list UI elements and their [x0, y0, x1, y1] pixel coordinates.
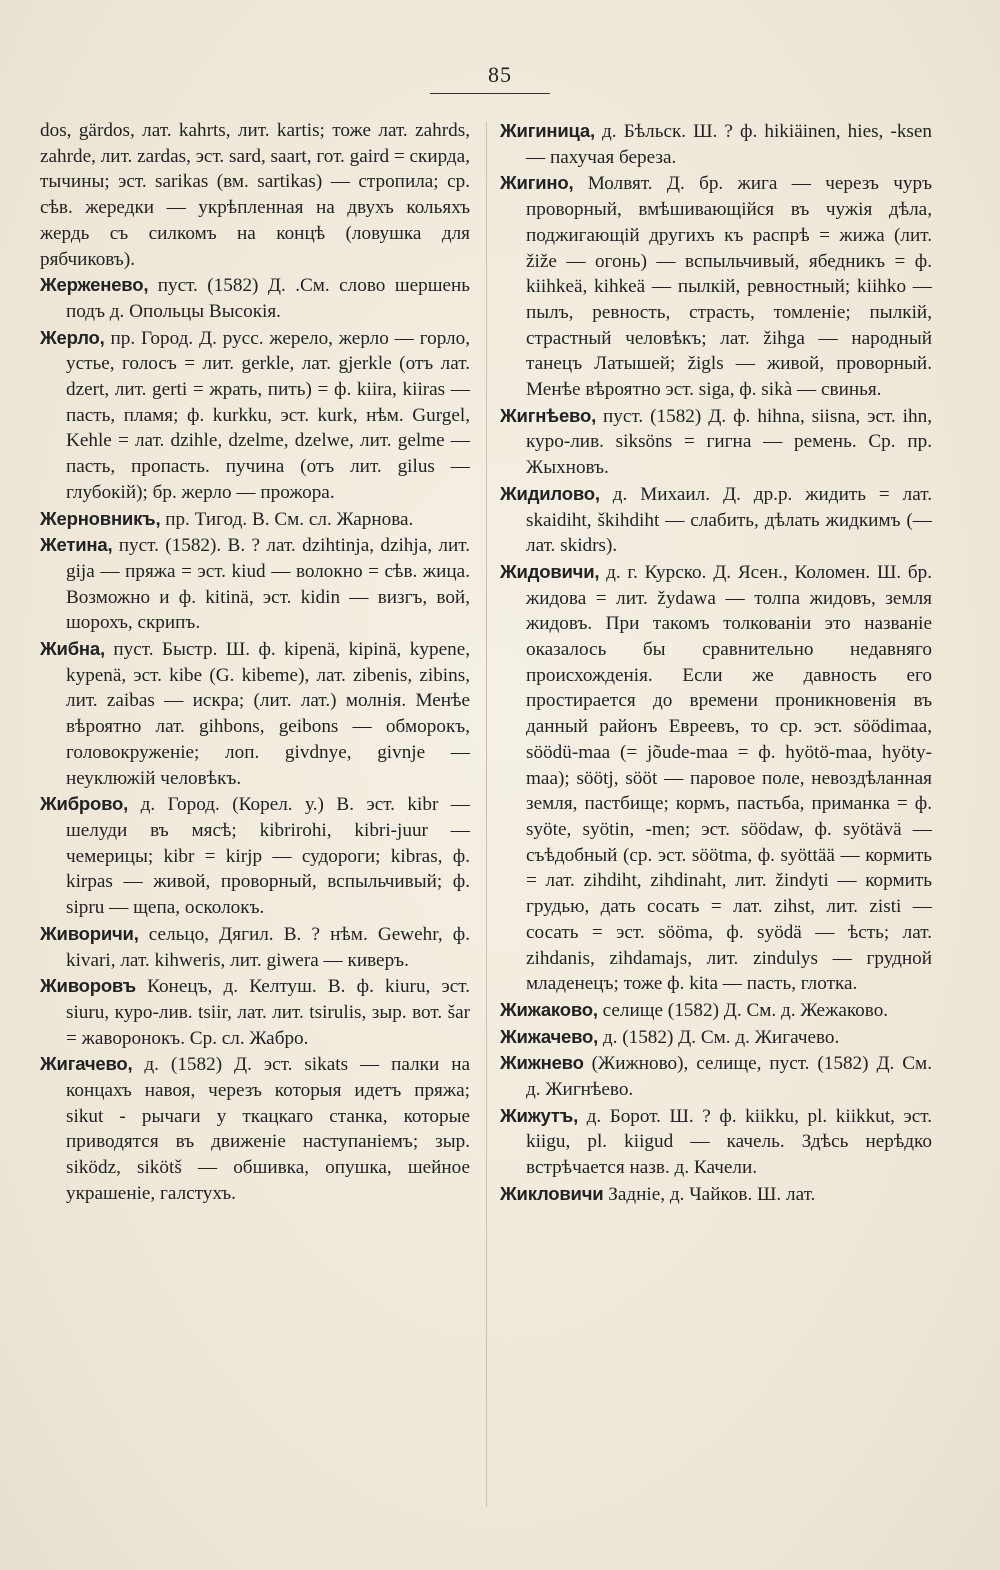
- page-number-rule: [430, 93, 550, 94]
- entry-text: д. Борот. Ш. ? ф. kiikku, pl. kiikkut, эст. kiigu, pl. kiigud — качель. Здѣсь нерѣдко встрѣчается назв. д. Качели.: [526, 1105, 933, 1179]
- entry-headword: Жигнѣево,: [500, 404, 597, 426]
- dictionary-entry: [40, 325, 470, 506]
- entry-text: dos, gärdos, лат. kahrts, лит. kartis; тоже лат. zahrds, zahrde, лит. zardas, эст. sard, saart, гот. gaird = скирда, тычины; эст. sarikas (вм. sartikas) — стропила; ср. сѣв. жередки — укрѣпленная на двухъ кольяхъ жердь съ силкомъ на концѣ (ловушка для рябчиковъ).: [40, 120, 470, 270]
- entry-headword: Жижаково,: [500, 998, 598, 1020]
- entry-text: пуст. (1582). В. ? лат. dzihtinja, dzihja, лит. gija — пряжа = эст. kiud — волокно = сѣв. жица. Возможно и ф. kitinä, эст. kidin — визгъ, вой, шорохъ, скрипъ.: [66, 535, 470, 634]
- entry-text: д. (1582) Д. См. д. Жигачево.: [602, 1026, 840, 1048]
- entry-text: пр. Тигод. В. См. сл. Жарнова.: [165, 508, 414, 530]
- entry-text: пр. Город. Д. русс. жерело, жерло — горло, устье, голосъ = лит. gerkle, лат. gjerkle (отъ лат. dzert, лит. gerti = жрать, пить) = ф. kiira, kiiras — пасть, пламя; ф. kurkku, эст. kurk, нѣм. Gurgel, Kehle = лат. dzihle, dzelme, dzelwe, лит. gelme — пасть, пропасть. пучина (отъ лит. gilus — глубокій); бр. жерло — прожора.: [66, 327, 471, 503]
- entry-text: сельцо, Дягил. В. ? нѣм. Gewehr, ф. kivari, лат. kihweris, лит. giwera — киверъ.: [66, 923, 470, 971]
- entry-text: Задніе, д. Чайков. Ш. лат.: [608, 1183, 816, 1205]
- entry-text: (Жижново), селище, пуст. (1582) Д. См. д. Жигнѣево.: [526, 1053, 932, 1101]
- entry-headword: Жерженево,: [40, 274, 149, 296]
- entry-text: д. Михаил. Д. др.р. жидить = лат. skaidiht, škihdiht — слабить, дѣлать жидкимъ (— лат. skidrs).: [526, 483, 932, 557]
- entry-text: д. Город. (Корел. у.) В. эст. kibr — шелуди въ мясѣ; kibrirohi, kibri-juur — чемерицы; kibr = kirjp — судороги; kibras, ф. kirpas — живой, проворный, вспыльчивый; ф. sipru — щепа, осколокъ.: [66, 794, 470, 919]
- dictionary-entry: [500, 170, 932, 402]
- dictionary-entry: [500, 997, 932, 1024]
- dictionary-entry: [500, 481, 932, 559]
- entry-headword: Жерло,: [40, 326, 105, 348]
- entry-headword: Жижутъ,: [500, 1104, 579, 1126]
- dictionary-entry: [40, 118, 470, 272]
- entry-headword: Жидовичи,: [500, 560, 600, 582]
- entry-text: Конецъ, д. Келтуш. В. ф. kiuru, эст. siuru, куро-лив. tsiir, лат. лит. tsirulis, зыр. вот. šar = жаворонокъ. Ср. сл. Жабро.: [66, 976, 471, 1049]
- entry-headword: Жикловичи: [500, 1182, 604, 1204]
- entry-headword: Жигино,: [500, 172, 574, 194]
- entry-text: д. Бѣльск. Ш. ? ф. hikiäinen, hies, -ksen — пахучая береза.: [526, 121, 932, 168]
- dictionary-entry: [500, 1103, 932, 1181]
- left-column: [40, 118, 470, 1207]
- dictionary-entry: [40, 506, 470, 533]
- entry-text: селище (1582) Д. См. д. Жежаково.: [602, 999, 889, 1021]
- entry-text: пуст. Быстр. Ш. ф. kipenä, kipinä, kypene, kypenä, эст. kibe (G. kibeme), лат. zibenis, zibins, лит. zaibas — искра; (лит. лат.) молнія. Менѣе вѣроятно лат. gihbons, geibons — обморокъ, головокруженіе; лоп. givdnye, givnje — неуклюжій человѣкъ.: [66, 639, 471, 789]
- right-column: [500, 118, 932, 1208]
- entry-headword: Жигачево,: [40, 1053, 133, 1075]
- entry-headword: Жерновникъ,: [40, 507, 161, 529]
- column-divider: [486, 122, 487, 1507]
- entry-text: пуст. (1582) Д. .См. слово шершень подъ д. Опольцы Высокія.: [66, 275, 471, 322]
- entry-text: д. (1582) Д. эст. sikats — палки на концахъ навоя, черезъ которыя идетъ пряжа; sikut - рычаги у ткацкаго станка, которые приводятся въ движеніе наступаніемъ; зыр. siködz, sikötš — обшивка, опушка, шейное украшеніе, галстухъ.: [66, 1054, 471, 1204]
- dictionary-entry: [40, 791, 470, 921]
- entry-headword: Жижачево,: [500, 1025, 599, 1047]
- dictionary-entry: [500, 403, 932, 481]
- page-number: 85: [488, 62, 512, 87]
- entry-headword: Живоричи,: [40, 922, 139, 944]
- dictionary-entry: [40, 921, 470, 973]
- entry-headword: Жижнево: [500, 1052, 584, 1074]
- dictionary-entry: [40, 636, 470, 791]
- dictionary-entry: [40, 1051, 470, 1206]
- dictionary-entry: [40, 973, 470, 1051]
- entry-headword: Жиброво,: [40, 793, 129, 815]
- entry-headword: Жидилово,: [500, 482, 600, 504]
- dictionary-entry: [500, 559, 932, 997]
- dictionary-entry: [500, 1050, 932, 1102]
- dictionary-entry: [40, 272, 470, 324]
- entry-text: пуст. (1582) Д. ф. hihna, siisna, эст. ihn, куро-лив. siksöns = гигна — ремень. Ср. пр. Жыхновъ.: [526, 405, 932, 479]
- entry-text: д. г. Курско. Д. Ясен., Коломен. Ш. бр. жидова = лит. žydawa — толпа жидовъ, земля жидовъ. При такомъ толкованіи это названіе оказалось бы сравнительно недавняго происхожденія. Если же давность его простирается до времени проникновенія въ данный районъ Евреевъ, то ср. эст. söödimaa, söödü-maa (= jõude-maa = ф. hyötö-maa, hyöty-maa); söötj, sööt — паровое поле, невоздѣланная земля, пастбище; кормъ, пастьба, приманка = ф. syöte, syötin, -men; эст. söödaw, ф. syötävä — съѣдобный (ср. эст. söötma, ф. syöttää — кормить = лат. zihdiht, zihdinaht, лит. žindyti — кормить грудью, дать сосать = лат. zihst, лит. zisti — сосать = эст. sööma, ф. syödä — ѣсть; лат. zihdanis, zihdamajs, лит. zindulys — грудной младенецъ; тоже ф. kita — пасть, глотка.: [526, 561, 932, 995]
- entry-headword: Жигиница,: [500, 120, 595, 141]
- dictionary-entry: [500, 1181, 932, 1208]
- entry-headword: Жибна,: [40, 638, 105, 660]
- entry-headword: Жетина,: [40, 534, 113, 556]
- dictionary-entry: [500, 118, 932, 170]
- dictionary-entry: [500, 1024, 932, 1051]
- entry-headword: Живоровъ: [40, 975, 136, 997]
- entry-text: Молвят. Д. бр. жига — черезъ чуръ проворный, вмѣшивающійся въ чужія дѣла, поджигающій другихъ къ распрѣ = жижа (лит. žiže — огонь) — вспыльчивый, ябедникъ = ф. kiihkeä, kihkeä — пылкій, ревностный; kiihko — пылъ, ревность, страсть, томленіе; пылкій, страстный человѣкъ; лат. žihga — народный танецъ Латышей; žigls — живой, проворный. Менѣе вѣроятно эст. siga, ф. sikà — свинья.: [526, 173, 933, 401]
- dictionary-entry: [40, 532, 470, 636]
